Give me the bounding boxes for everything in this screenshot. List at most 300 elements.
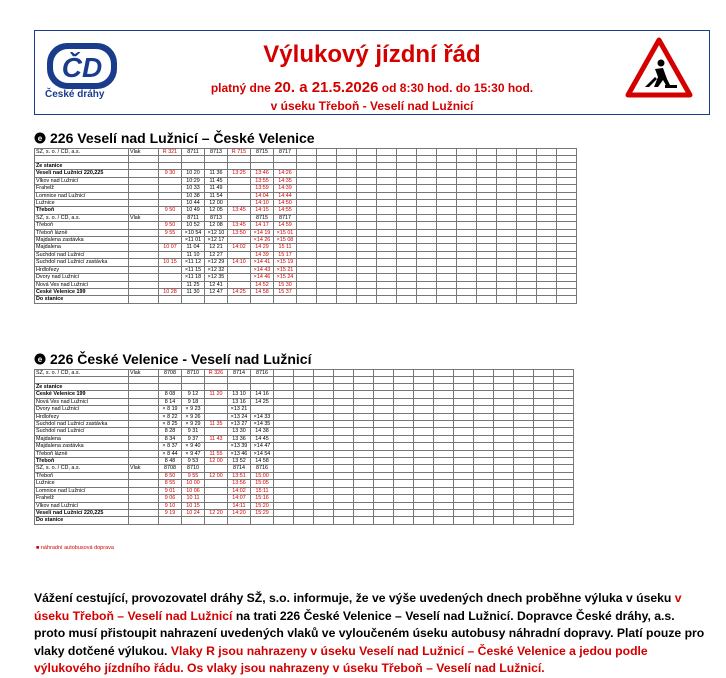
empty-cell bbox=[274, 443, 294, 450]
empty-cell bbox=[474, 435, 494, 442]
train-label: Vlak bbox=[129, 465, 159, 472]
empty-cell bbox=[557, 281, 577, 288]
time-cell: 14 16 bbox=[251, 391, 274, 398]
train-number: 8708 bbox=[159, 465, 182, 472]
time-cell: 13:25 bbox=[228, 170, 251, 177]
train-number: 8710 bbox=[182, 465, 205, 472]
empty-cell bbox=[394, 450, 414, 457]
empty-cell bbox=[474, 502, 494, 509]
train-number: R 321 bbox=[159, 149, 182, 156]
empty-cell bbox=[417, 156, 437, 163]
time-cell: 10 24 bbox=[182, 509, 205, 516]
empty-cell bbox=[474, 428, 494, 435]
train-number: 8711 bbox=[182, 149, 205, 156]
empty-cell bbox=[497, 251, 517, 258]
empty-cell bbox=[537, 274, 557, 281]
time-cell bbox=[205, 487, 228, 494]
table-row bbox=[35, 288, 577, 295]
empty-cell bbox=[437, 266, 457, 273]
table-cell bbox=[129, 517, 159, 524]
time-cell bbox=[228, 274, 251, 281]
empty-cell bbox=[317, 214, 337, 221]
time-cell: 11 55 bbox=[205, 450, 228, 457]
empty-cell bbox=[534, 480, 554, 487]
empty-cell bbox=[437, 214, 457, 221]
time-cell: 15:05 bbox=[251, 480, 274, 487]
time-cell: 11 54 bbox=[205, 192, 228, 199]
empty-cell bbox=[377, 296, 397, 303]
train-number: 8716 bbox=[251, 370, 274, 377]
empty-cell bbox=[314, 370, 334, 377]
empty-cell bbox=[477, 192, 497, 199]
station-name: Nová Ves nad Lužnicí bbox=[35, 398, 129, 405]
empty-cell bbox=[497, 274, 517, 281]
empty-cell bbox=[397, 288, 417, 295]
time-cell: 14 25 bbox=[251, 398, 274, 405]
table-cell bbox=[129, 472, 159, 479]
table-cell bbox=[159, 296, 182, 303]
empty-cell bbox=[474, 421, 494, 428]
empty-cell bbox=[537, 177, 557, 184]
empty-cell bbox=[494, 517, 514, 524]
train-label: Vlak bbox=[129, 149, 159, 156]
table-row bbox=[35, 281, 577, 288]
empty-cell bbox=[494, 458, 514, 465]
empty-cell bbox=[354, 480, 374, 487]
empty-cell bbox=[334, 421, 354, 428]
section-line: v úseku Třeboň - Veselí nad Lužnicí bbox=[270, 99, 474, 113]
time-cell: ×12 32 bbox=[205, 266, 228, 273]
empty-cell bbox=[354, 472, 374, 479]
empty-cell bbox=[534, 495, 554, 502]
empty-cell bbox=[417, 177, 437, 184]
empty-cell bbox=[334, 391, 354, 398]
time-cell: × 8 19 bbox=[159, 406, 182, 413]
empty-cell bbox=[457, 229, 477, 236]
empty-cell bbox=[434, 480, 454, 487]
svg-text:e: e bbox=[37, 134, 43, 143]
time-cell: 9 50 bbox=[159, 222, 182, 229]
empty-cell bbox=[514, 384, 534, 391]
train-number: 8717 bbox=[274, 214, 297, 221]
train-number: 8713 bbox=[205, 214, 228, 221]
empty-cell bbox=[474, 370, 494, 377]
empty-cell bbox=[337, 244, 357, 251]
empty-cell bbox=[457, 192, 477, 199]
time-cell: 10 33 bbox=[182, 185, 205, 192]
time-cell: 14 59 bbox=[274, 222, 297, 229]
empty-cell bbox=[454, 377, 474, 384]
empty-cell bbox=[437, 192, 457, 199]
empty-cell bbox=[314, 450, 334, 457]
empty-cell bbox=[297, 222, 317, 229]
empty-cell bbox=[454, 384, 474, 391]
empty-cell bbox=[354, 443, 374, 450]
empty-cell bbox=[534, 458, 554, 465]
empty-cell bbox=[474, 458, 494, 465]
table-cell bbox=[129, 406, 159, 413]
empty-cell bbox=[494, 384, 514, 391]
empty-cell bbox=[394, 384, 414, 391]
empty-cell bbox=[274, 406, 294, 413]
table-cell bbox=[129, 274, 159, 281]
empty-cell bbox=[417, 229, 437, 236]
empty-cell bbox=[337, 237, 357, 244]
train-number: 8708 bbox=[159, 370, 182, 377]
empty-cell bbox=[354, 391, 374, 398]
table-cell bbox=[274, 296, 297, 303]
empty-cell bbox=[437, 259, 457, 266]
svg-text:e: e bbox=[37, 355, 43, 364]
time-cell: ×12 29 bbox=[205, 259, 228, 266]
empty-cell bbox=[294, 443, 314, 450]
roadwork-warning-icon bbox=[625, 37, 693, 99]
time-cell: 12 00 bbox=[205, 472, 228, 479]
empty-cell bbox=[397, 214, 417, 221]
empty-cell bbox=[334, 495, 354, 502]
station-name: Majdalena bbox=[35, 435, 129, 442]
empty-cell bbox=[394, 458, 414, 465]
empty-cell bbox=[454, 421, 474, 428]
table-cell bbox=[129, 435, 159, 442]
train-number: 8714 bbox=[228, 370, 251, 377]
empty-cell bbox=[317, 185, 337, 192]
empty-cell bbox=[454, 398, 474, 405]
empty-cell bbox=[317, 237, 337, 244]
empty-cell bbox=[337, 229, 357, 236]
empty-cell bbox=[377, 288, 397, 295]
empty-cell bbox=[514, 472, 534, 479]
time-cell bbox=[205, 495, 228, 502]
empty-cell bbox=[514, 406, 534, 413]
empty-cell bbox=[517, 296, 537, 303]
cd-small-logo-icon bbox=[34, 353, 46, 365]
empty-cell bbox=[537, 296, 557, 303]
empty-cell bbox=[454, 495, 474, 502]
empty-cell bbox=[434, 443, 454, 450]
time-cell: 12 00 bbox=[205, 458, 228, 465]
empty-cell bbox=[294, 495, 314, 502]
table-row bbox=[35, 472, 574, 479]
time-cell: ×14 46 bbox=[251, 274, 274, 281]
empty-cell bbox=[374, 370, 394, 377]
table-cell bbox=[205, 296, 228, 303]
empty-cell bbox=[354, 509, 374, 516]
empty-cell bbox=[477, 237, 497, 244]
empty-cell bbox=[494, 443, 514, 450]
time-cell: × 8 37 bbox=[159, 443, 182, 450]
empty-cell bbox=[357, 214, 377, 221]
empty-cell bbox=[497, 156, 517, 163]
table-cell bbox=[129, 207, 159, 214]
empty-cell bbox=[537, 170, 557, 177]
empty-cell bbox=[477, 229, 497, 236]
empty-cell bbox=[297, 185, 317, 192]
empty-cell bbox=[434, 384, 454, 391]
table-cell bbox=[228, 377, 251, 384]
empty-cell bbox=[474, 443, 494, 450]
empty-cell bbox=[477, 251, 497, 258]
empty-cell bbox=[414, 487, 434, 494]
time-cell bbox=[205, 502, 228, 509]
empty-cell bbox=[434, 428, 454, 435]
time-cell: 15 30 bbox=[274, 281, 297, 288]
empty-cell bbox=[274, 377, 294, 384]
time-cell bbox=[228, 185, 251, 192]
empty-cell bbox=[274, 502, 294, 509]
time-cell bbox=[205, 480, 228, 487]
time-cell: 9 53 bbox=[182, 458, 205, 465]
legend: ■ náhradní autobusová doprava bbox=[36, 545, 114, 551]
empty-cell bbox=[454, 443, 474, 450]
empty-cell bbox=[497, 192, 517, 199]
empty-cell bbox=[377, 259, 397, 266]
train-number: 8717 bbox=[274, 149, 297, 156]
empty-cell bbox=[337, 192, 357, 199]
time-cell: 8 48 bbox=[159, 458, 182, 465]
table-cell bbox=[159, 214, 182, 221]
empty-cell bbox=[334, 487, 354, 494]
empty-cell bbox=[397, 244, 417, 251]
empty-cell bbox=[534, 465, 554, 472]
empty-cell bbox=[394, 413, 414, 420]
time-cell: 14:20 bbox=[228, 509, 251, 516]
table-cell bbox=[159, 377, 182, 384]
empty-cell bbox=[494, 421, 514, 428]
empty-cell bbox=[514, 435, 534, 442]
empty-cell bbox=[397, 296, 417, 303]
table-cell bbox=[205, 465, 228, 472]
time-cell bbox=[228, 266, 251, 273]
empty-cell bbox=[554, 391, 574, 398]
table-cell bbox=[182, 296, 205, 303]
table-cell bbox=[129, 237, 159, 244]
empty-cell bbox=[414, 377, 434, 384]
train-number: 8714 bbox=[228, 465, 251, 472]
time-cell: 13:45 bbox=[228, 222, 251, 229]
table-cell bbox=[129, 502, 159, 509]
empty-cell bbox=[397, 207, 417, 214]
empty-cell bbox=[297, 296, 317, 303]
time-cell: 11 25 bbox=[182, 281, 205, 288]
empty-cell bbox=[497, 288, 517, 295]
time-cell: 13:55 bbox=[251, 177, 274, 184]
table2-title: e 226 České Velenice - Veselí nad Lužnicí bbox=[34, 351, 311, 367]
empty-cell bbox=[534, 450, 554, 457]
time-cell: 9 19 bbox=[159, 509, 182, 516]
empty-cell bbox=[534, 435, 554, 442]
empty-cell bbox=[274, 458, 294, 465]
empty-cell bbox=[474, 377, 494, 384]
train-number: 8716 bbox=[251, 465, 274, 472]
table-cell bbox=[129, 185, 159, 192]
empty-cell bbox=[557, 259, 577, 266]
empty-cell bbox=[434, 398, 454, 405]
time-cell: 15:00 bbox=[251, 472, 274, 479]
empty-cell bbox=[337, 200, 357, 207]
empty-cell bbox=[397, 149, 417, 156]
empty-cell bbox=[557, 266, 577, 273]
table-row bbox=[35, 244, 577, 251]
empty-cell bbox=[414, 370, 434, 377]
empty-cell bbox=[477, 185, 497, 192]
empty-cell bbox=[297, 229, 317, 236]
time-cell: 15:11 bbox=[251, 487, 274, 494]
empty-cell bbox=[537, 281, 557, 288]
empty-cell bbox=[397, 229, 417, 236]
train-number: 8713 bbox=[205, 149, 228, 156]
table-cell bbox=[129, 288, 159, 295]
empty-cell bbox=[297, 200, 317, 207]
empty-cell bbox=[294, 435, 314, 442]
to-row bbox=[35, 296, 577, 303]
table-cell bbox=[251, 296, 274, 303]
time-cell: 11 30 bbox=[182, 288, 205, 295]
empty-cell bbox=[294, 421, 314, 428]
station-name: Dvory nad Lužnicí bbox=[35, 274, 129, 281]
empty-cell bbox=[297, 274, 317, 281]
time-cell: 13:51 bbox=[228, 472, 251, 479]
empty-cell bbox=[337, 296, 357, 303]
empty-cell bbox=[454, 406, 474, 413]
empty-cell bbox=[334, 398, 354, 405]
time-cell: 14 17 bbox=[251, 222, 274, 229]
empty-cell bbox=[294, 465, 314, 472]
station-name: Lužnice bbox=[35, 200, 129, 207]
empty-cell bbox=[437, 288, 457, 295]
empty-cell bbox=[537, 237, 557, 244]
empty-cell bbox=[377, 229, 397, 236]
empty-cell bbox=[314, 502, 334, 509]
time-cell: ×13 27 bbox=[228, 421, 251, 428]
empty-cell bbox=[557, 185, 577, 192]
time-cell: 12 20 bbox=[205, 509, 228, 516]
time-cell: ×11 12 bbox=[182, 259, 205, 266]
time-cell bbox=[205, 398, 228, 405]
empty-cell bbox=[374, 450, 394, 457]
time-cell: 14:02 bbox=[228, 487, 251, 494]
empty-cell bbox=[477, 296, 497, 303]
empty-cell bbox=[294, 428, 314, 435]
empty-cell bbox=[357, 207, 377, 214]
empty-cell bbox=[454, 502, 474, 509]
empty-cell bbox=[337, 207, 357, 214]
table-cell bbox=[182, 517, 205, 524]
table-cell bbox=[129, 391, 159, 398]
empty-cell bbox=[457, 259, 477, 266]
time-cell: ×15 08 bbox=[274, 237, 297, 244]
empty-cell bbox=[354, 370, 374, 377]
empty-cell bbox=[454, 509, 474, 516]
empty-cell bbox=[454, 370, 474, 377]
empty-cell bbox=[337, 149, 357, 156]
empty-cell bbox=[554, 465, 574, 472]
empty-cell bbox=[354, 458, 374, 465]
empty-cell bbox=[494, 377, 514, 384]
empty-cell bbox=[434, 465, 454, 472]
time-cell: 13 10 bbox=[228, 391, 251, 398]
empty-cell bbox=[534, 406, 554, 413]
empty-cell bbox=[414, 384, 434, 391]
from-row bbox=[35, 163, 577, 170]
station-name: Suchdol nad Lužnicí zastávka bbox=[35, 421, 129, 428]
time-cell bbox=[228, 251, 251, 258]
validity-line: platný dne 20. a 21.5.2026 od 8:30 hod. do 15:30 hod. bbox=[210, 79, 534, 96]
empty-cell bbox=[477, 170, 497, 177]
empty-cell bbox=[317, 274, 337, 281]
empty-cell bbox=[377, 185, 397, 192]
empty-cell bbox=[457, 281, 477, 288]
empty-cell bbox=[317, 163, 337, 170]
empty-cell bbox=[517, 244, 537, 251]
time-cell: 14:50 bbox=[274, 200, 297, 207]
empty-cell bbox=[557, 200, 577, 207]
empty-cell bbox=[477, 177, 497, 184]
bus-icon: ■ bbox=[36, 545, 40, 551]
time-cell: 10:29 bbox=[182, 177, 205, 184]
empty-cell bbox=[514, 421, 534, 428]
empty-cell bbox=[434, 406, 454, 413]
empty-cell bbox=[517, 214, 537, 221]
empty-cell bbox=[417, 296, 437, 303]
empty-cell bbox=[337, 259, 357, 266]
empty-cell bbox=[357, 222, 377, 229]
to-label: Do stanice bbox=[35, 296, 129, 303]
time-cell: ×14 33 bbox=[251, 413, 274, 420]
empty-cell bbox=[297, 170, 317, 177]
empty-cell bbox=[497, 200, 517, 207]
empty-cell bbox=[317, 266, 337, 273]
table-cell bbox=[182, 377, 205, 384]
empty-cell bbox=[314, 384, 334, 391]
empty-cell bbox=[394, 509, 414, 516]
station-name: Majdalena zastávka bbox=[35, 237, 129, 244]
empty-cell bbox=[357, 251, 377, 258]
empty-cell bbox=[557, 170, 577, 177]
empty-cell bbox=[297, 163, 317, 170]
time-cell bbox=[159, 192, 182, 199]
empty-cell bbox=[357, 149, 377, 156]
empty-cell bbox=[417, 281, 437, 288]
empty-cell bbox=[357, 156, 377, 163]
empty-cell bbox=[394, 398, 414, 405]
empty-cell bbox=[497, 177, 517, 184]
empty-cell bbox=[394, 428, 414, 435]
icon-row bbox=[35, 377, 574, 384]
empty-cell bbox=[497, 281, 517, 288]
empty-cell bbox=[554, 495, 574, 502]
empty-cell bbox=[454, 450, 474, 457]
table-row bbox=[35, 185, 577, 192]
empty-cell bbox=[437, 251, 457, 258]
empty-cell bbox=[334, 428, 354, 435]
empty-cell bbox=[517, 251, 537, 258]
empty-cell bbox=[394, 391, 414, 398]
empty-cell bbox=[317, 156, 337, 163]
empty-cell bbox=[554, 450, 574, 457]
station-name: Vlkov nad Lužnicí bbox=[35, 502, 129, 509]
table-row bbox=[35, 502, 574, 509]
empty-cell bbox=[354, 450, 374, 457]
time-cell: 10 20 bbox=[182, 170, 205, 177]
table-cell bbox=[159, 163, 182, 170]
time-cell: ×13 46 bbox=[228, 450, 251, 457]
time-cell: × 9 29 bbox=[182, 421, 205, 428]
train-number: R 715 bbox=[228, 149, 251, 156]
empty-cell bbox=[377, 170, 397, 177]
time-cell bbox=[205, 428, 228, 435]
empty-cell bbox=[474, 472, 494, 479]
